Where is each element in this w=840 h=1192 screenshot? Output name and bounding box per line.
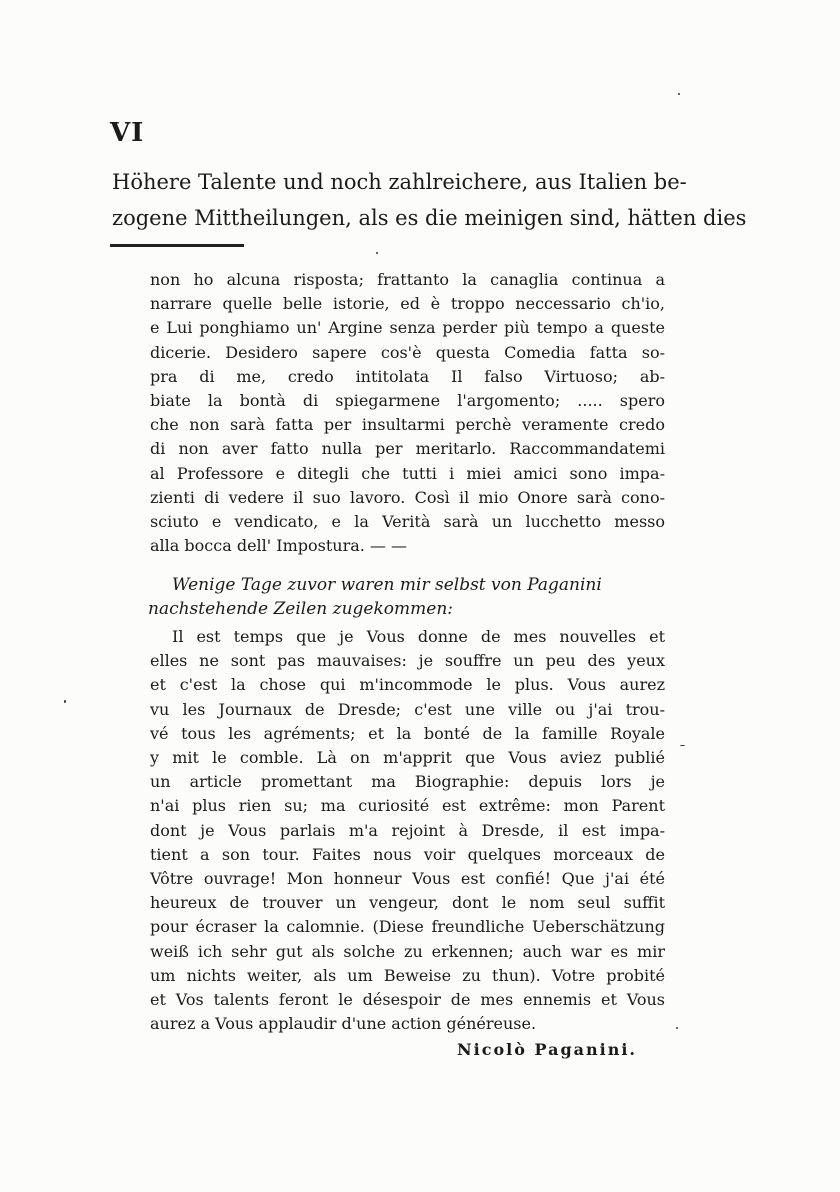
text-line: narrare quelle belle istorie, ed è troppo neccessario ch'io, (150, 294, 665, 314)
scan-speck (676, 1027, 678, 1029)
text-line: n'ai plus rien su; ma curiosité est extrême: mon Parent (150, 796, 665, 816)
page-number: VI (110, 118, 145, 148)
text-line: weiß ich sehr gut als solche zu erkennen; auch war es mir (150, 941, 665, 961)
scan-speck (64, 700, 66, 703)
text-line: et Vos talents feront le désespoir de mes ennemis et Vous (150, 990, 665, 1010)
text-line: di non aver fatto nulla per meritarlo. Raccommandatemi (150, 439, 665, 459)
text-line: Il est temps que je Vous donne de mes nouvelles et (172, 627, 665, 646)
french-letter (150, 625, 665, 1036)
text-line: Höhere Talente und noch zahlreichere, aus Italien be- (112, 170, 687, 194)
text-line: y mit le comble. Là on m'apprit que Vous aviez publié (150, 748, 665, 768)
footnote-rule (110, 244, 244, 247)
text-line: un article promettant ma Biographie: depuis lors je (150, 772, 665, 792)
german-intro-paragraph (112, 164, 747, 236)
text-line: zogene Mittheilungen, als es die meinigen sind, hätten dies (112, 206, 747, 230)
scan-speck (678, 93, 680, 95)
text-line: tient a son tour. Faites nous voir quelques morceaux de (150, 844, 665, 864)
text-line: al Professore e ditegli che tutti i miei amici sono impa- (150, 463, 665, 483)
text-line: sciuto e vendicato, e la Verità sarà un lucchetto messo (150, 512, 665, 532)
text-line: nachstehende Zeilen zugekommen: (148, 599, 453, 619)
scan-speck (680, 745, 685, 746)
signature: Nicolò Paganini. (457, 1040, 637, 1059)
text-line: biate la bontà di spiegarmene l'argomento; ..... spero (150, 391, 665, 411)
german-transition (148, 573, 672, 621)
text-line: elles ne sont pas mauvaises: je souffre un peu des yeux (150, 651, 665, 671)
text-line: alla bocca dell' Impostura. — — (150, 536, 408, 556)
text-line: non ho alcuna risposta; frattanto la canaglia continua a (150, 270, 665, 289)
text-line: Wenige Tage zuvor waren mir selbst von Paganini (172, 575, 602, 595)
text-line: pour écraser la calomnie. (Diese freundliche Ueberschätzung (150, 917, 665, 937)
scan-speck (376, 252, 378, 254)
text-line: um nichts weiter, als um Beweise zu thun). Votre probité (150, 965, 665, 985)
text-line: vu les Journaux de Dresde; c'est une ville ou j'ai trou- (150, 699, 665, 719)
text-line: Vôtre ouvrage! Mon honneur Vous est confié! Que j'ai été (150, 869, 665, 889)
text-line: heureux de trouver un vengeur, dont le nom seul suffit (150, 893, 665, 913)
text-line: dont je Vous parlais m'a rejoint à Dresde, il est impa- (150, 820, 665, 840)
text-line: pra di me, credo intitolata Il falso Virtuoso; ab- (150, 366, 665, 386)
text-line: vé tous les agréments; et la bonté de la famille Royale (150, 723, 665, 743)
text-line: et c'est la chose qui m'incommode le plus. Vous aurez (150, 675, 665, 695)
text-line: e Lui ponghiamo un' Argine senza perder più tempo a queste (150, 318, 665, 338)
text-line: zienti di vedere il suo lavoro. Così il mio Onore sarà cono- (150, 487, 665, 507)
text-line: che non sarà fatta per insultarmi perchè veramente credo (150, 415, 665, 435)
text-line: dicerie. Desidero sapere cos'è questa Comedia fatta so- (150, 342, 665, 362)
italian-letter (150, 268, 665, 558)
text-line: aurez a Vous applaudir d'une action généreuse. (150, 1014, 537, 1034)
